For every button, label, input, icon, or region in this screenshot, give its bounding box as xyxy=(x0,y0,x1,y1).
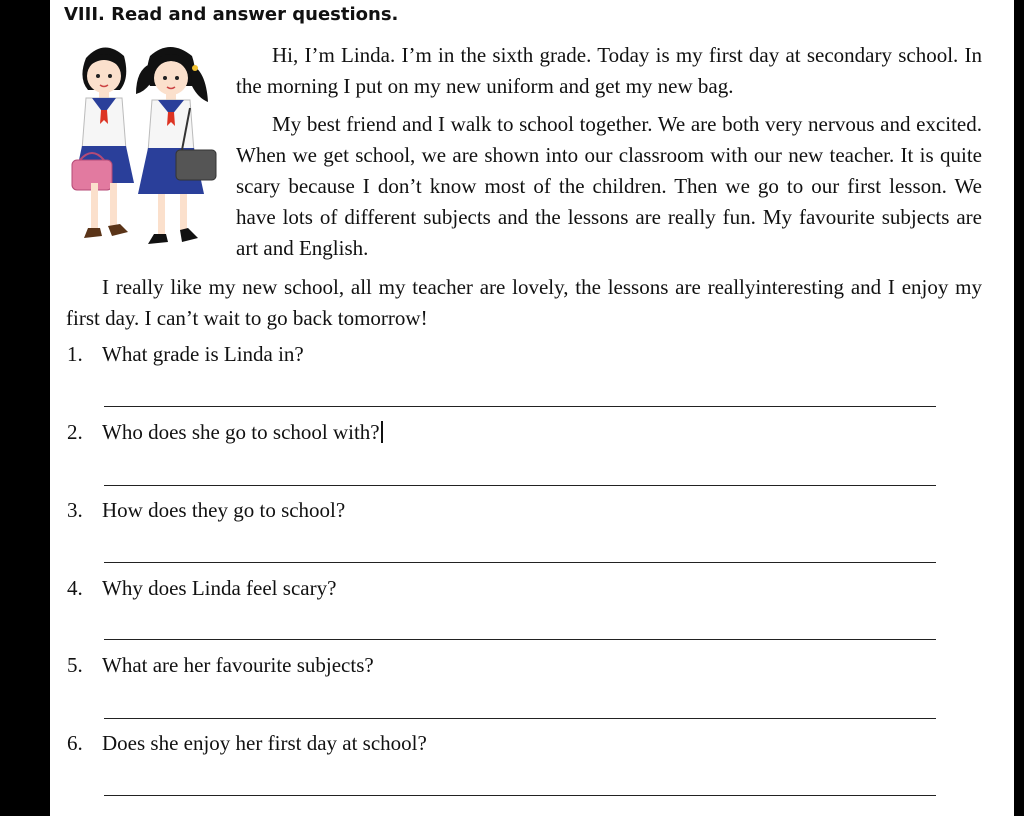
question-item xyxy=(67,420,383,445)
question-number: 3. xyxy=(67,498,83,522)
question-text: What are her favourite subjects? xyxy=(102,653,374,677)
question-number: 1. xyxy=(67,342,83,366)
question-number: 4. xyxy=(67,576,83,600)
question-text: How does they go to school? xyxy=(102,498,346,522)
answer-line[interactable] xyxy=(104,718,936,719)
answer-line[interactable] xyxy=(104,485,936,486)
question-number: 6. xyxy=(67,731,83,755)
question-item xyxy=(67,342,304,367)
question-text: Does she enjoy her first day at school? xyxy=(102,731,427,755)
question-number: 2. xyxy=(67,420,83,444)
question-number: 5. xyxy=(67,653,83,677)
exercise-heading: VIII. Read and answer questions. xyxy=(64,4,399,25)
question-text: Who does she go to school with? xyxy=(102,420,380,444)
question-text: What grade is Linda in? xyxy=(102,342,304,366)
question-item xyxy=(67,576,336,601)
schoolgirls-illustration xyxy=(64,38,234,263)
girl-left-figure xyxy=(72,47,134,238)
answer-line[interactable] xyxy=(104,562,936,563)
paragraph-intro: Hi, I’m Linda. I’m in the sixth grade. Today is my first day at secondary school. In the morning I put on my new uniform and get my new bag. xyxy=(236,43,982,98)
worksheet-page xyxy=(50,0,1014,816)
question-item xyxy=(67,731,427,756)
question-item xyxy=(67,498,345,523)
girl-right-figure xyxy=(136,47,216,244)
paragraph-school-day: My best friend and I walk to school together. We are both very nervous and excited. When we get school, we are shown into our classroom with our new teacher. It is quite scary because I don’t know most of the children. Then we go to our first lesson. We have lots of different subjects and the lessons are really fun. My favourite subjects are art and English. xyxy=(236,112,982,260)
paragraph-conclusion: I really like my new school, all my teacher are lovely, the lessons are reallyinteresting and I enjoy my first day. I can’t wait to go back tomorrow! xyxy=(66,275,982,330)
text-cursor xyxy=(381,421,383,443)
answer-line[interactable] xyxy=(104,795,936,796)
question-text: Why does Linda feel scary? xyxy=(102,576,337,600)
answer-line[interactable] xyxy=(104,639,936,640)
answer-line[interactable] xyxy=(104,406,936,407)
question-item xyxy=(67,653,374,678)
